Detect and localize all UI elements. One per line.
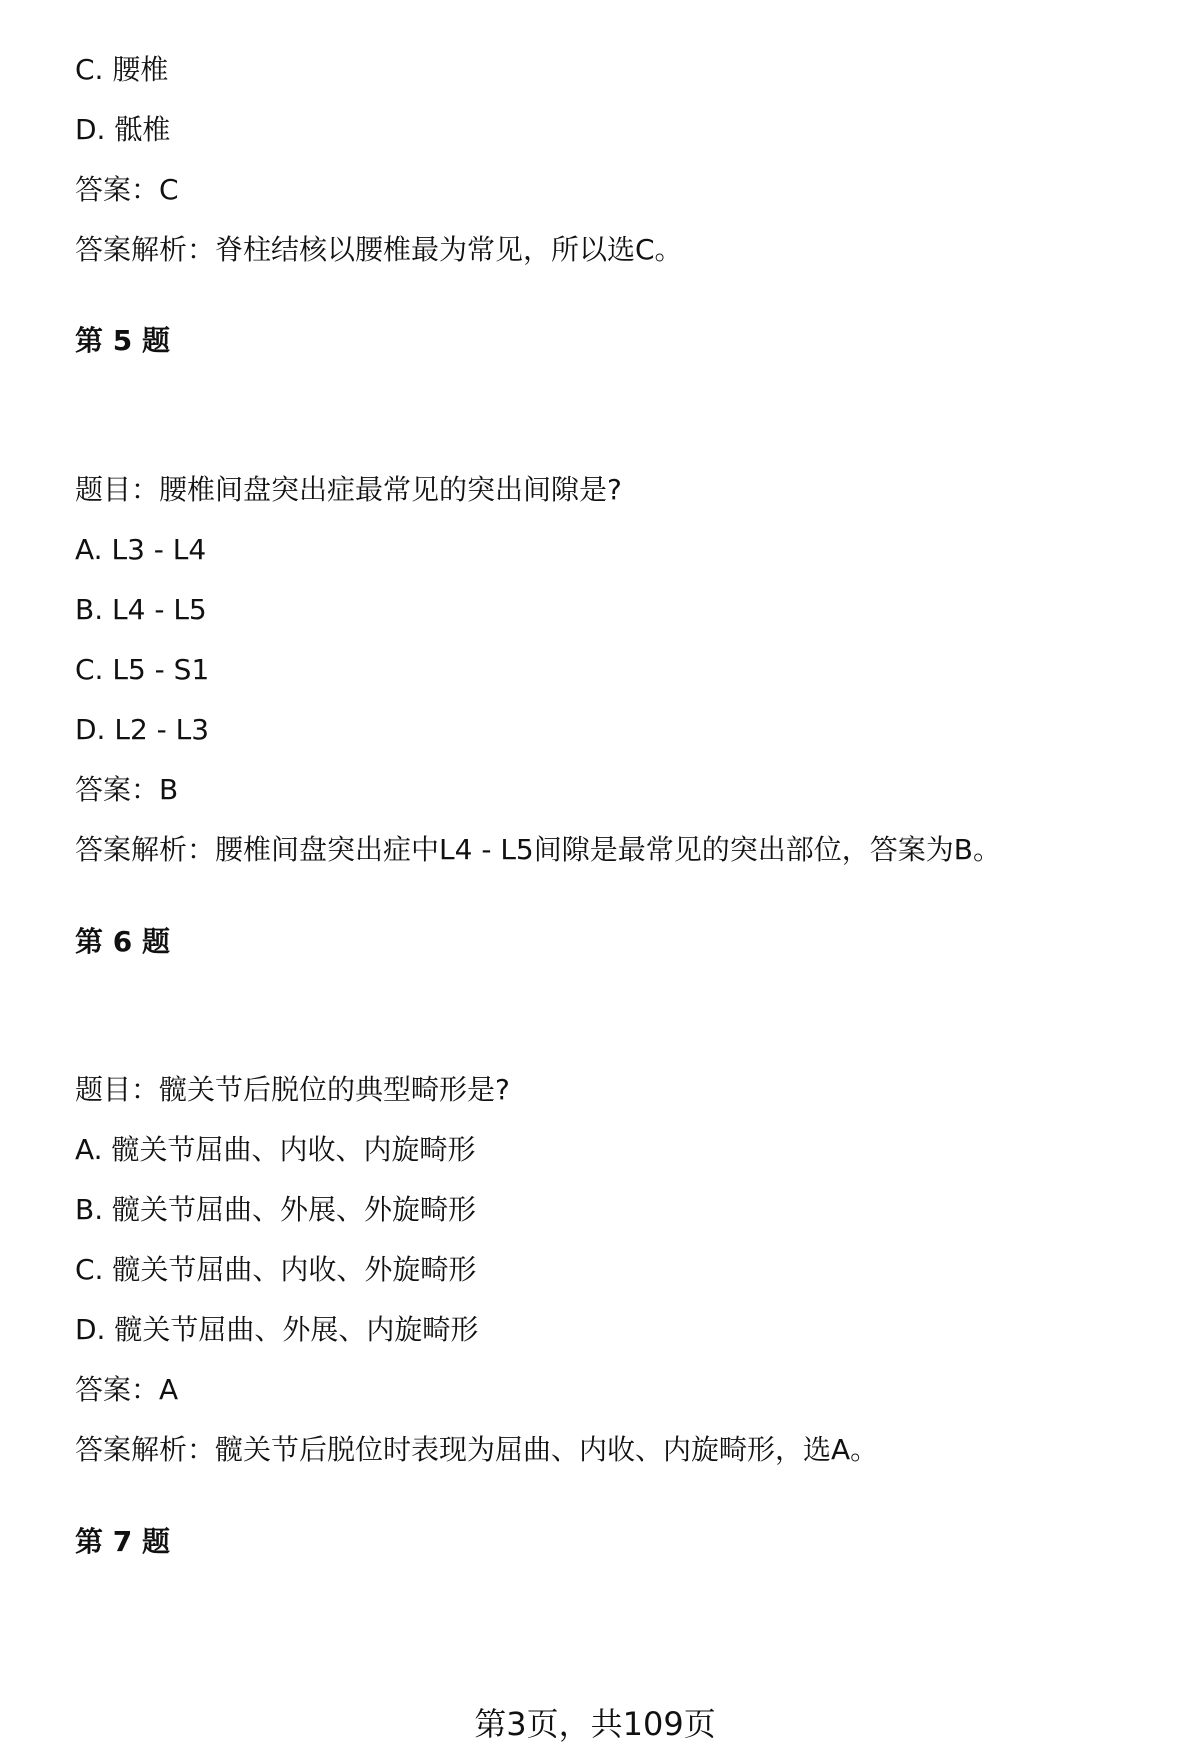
question-heading: 第 7 题 <box>75 1525 170 1558</box>
option-d: D. L2 - L3 <box>75 713 210 746</box>
answer-explanation: 答案解析：髋关节后脱位时表现为屈曲、内收、内旋畸形，选A。 <box>75 1433 879 1466</box>
option-c: C. L5 - S1 <box>75 653 210 686</box>
question-heading: 第 6 题 <box>75 925 170 958</box>
option-c: C. 髋关节屈曲、内收、外旋畸形 <box>75 1253 477 1286</box>
answer: 答案：A <box>75 1373 179 1406</box>
option-c: C. 腰椎 <box>75 53 169 86</box>
question-stem: 题目：髋关节后脱位的典型畸形是? <box>75 1073 510 1106</box>
option-a: A. L3 - L4 <box>75 533 207 566</box>
question-heading: 第 5 题 <box>75 324 170 357</box>
answer: 答案：C <box>75 173 179 206</box>
page-indicator: 第3页，共109页 <box>474 1705 716 1743</box>
option-d: D. 骶椎 <box>75 113 171 146</box>
question-stem: 题目：腰椎间盘突出症最常见的突出间隙是? <box>75 473 622 506</box>
answer-explanation: 答案解析：腰椎间盘突出症中L4 - L5间隙是最常见的突出部位，答案为B。 <box>75 833 1001 866</box>
option-d: D. 髋关节屈曲、外展、内旋畸形 <box>75 1313 479 1346</box>
option-b: B. L4 - L5 <box>75 593 207 626</box>
answer: 答案：B <box>75 773 179 806</box>
answer-explanation: 答案解析：脊柱结核以腰椎最为常见，所以选C。 <box>75 233 683 266</box>
option-a: A. 髋关节屈曲、内收、内旋畸形 <box>75 1133 476 1166</box>
option-b: B. 髋关节屈曲、外展、外旋畸形 <box>75 1193 477 1226</box>
